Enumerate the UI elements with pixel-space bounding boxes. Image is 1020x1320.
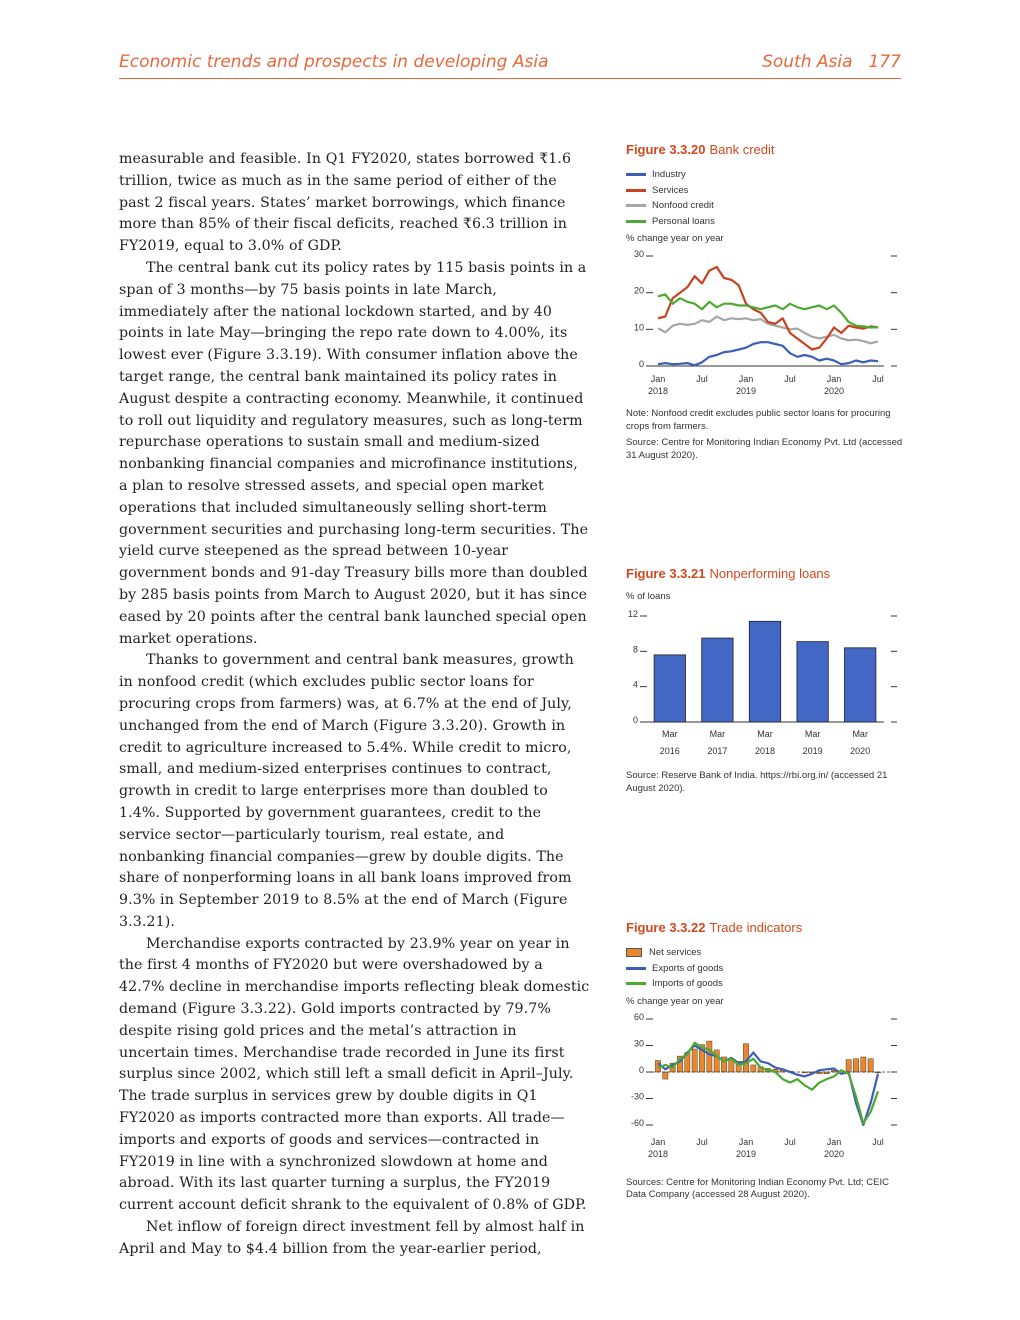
x-tick-label: Mar — [852, 729, 868, 739]
legend-item — [626, 214, 906, 230]
series-line-exports-of-goods — [658, 1045, 878, 1125]
x-tick-label: Jan — [650, 1136, 666, 1147]
bar-net-services — [861, 1056, 866, 1071]
bar-net-services — [868, 1058, 873, 1071]
chart-legend — [626, 945, 906, 992]
figure-title — [626, 920, 906, 935]
x-tick-year: 2017 — [707, 746, 728, 756]
legend-swatch — [626, 204, 646, 207]
bar-net-services — [846, 1059, 851, 1071]
legend-swatch — [626, 220, 646, 223]
y-tick-label: 12 — [627, 609, 638, 619]
legend-swatch — [626, 189, 646, 192]
legend-item — [626, 961, 906, 977]
x-tick-year: 2020 — [823, 1148, 845, 1159]
legend-item — [626, 945, 906, 961]
legend-item — [626, 167, 906, 183]
bar-net-services — [692, 1049, 697, 1072]
body-text — [119, 149, 591, 1261]
bank-credit-chart — [626, 246, 906, 406]
running-header — [119, 52, 901, 79]
y-tick-label: 8 — [632, 644, 638, 655]
x-tick-label: Jan — [738, 1136, 754, 1147]
legend-swatch — [626, 967, 646, 970]
x-tick-label: Jul — [872, 1136, 884, 1147]
x-tick-year: 2018 — [647, 1148, 669, 1159]
bar-mar-2019 — [797, 642, 828, 722]
bar-mar-2020 — [844, 648, 875, 722]
figure-source: Source: Centre for Monitoring Indian Economy Pvt. Ltd (accessed 31 August 2020). — [626, 437, 903, 461]
x-tick-year: 2020 — [850, 746, 871, 756]
chart-legend — [626, 167, 906, 229]
bar-net-services — [853, 1058, 858, 1071]
legend-label: Exports of goods — [652, 962, 724, 974]
x-tick-label: Mar — [804, 729, 821, 739]
y-tick-label: 0 — [638, 359, 644, 369]
y-tick-label: 4 — [632, 679, 638, 690]
legend-item — [626, 976, 906, 992]
legend-item — [626, 183, 906, 199]
legend-swatch — [626, 173, 646, 176]
bar-net-services — [707, 1041, 712, 1072]
y-axis-title: % change year on year — [626, 233, 724, 244]
bar-net-services — [663, 1072, 668, 1079]
figure-number: Figure 3.3.20 — [626, 142, 706, 157]
figure-bank-credit — [626, 142, 906, 462]
figure-caption: Trade indicators — [709, 920, 803, 935]
x-tick-year: 2019 — [735, 1148, 757, 1159]
x-tick-year: 2018 — [754, 746, 776, 756]
figure-title — [626, 566, 906, 581]
figure-number: Figure 3.3.21 — [626, 566, 706, 581]
legend-swatch — [626, 948, 642, 957]
bar-mar-2017 — [702, 638, 733, 722]
x-tick-label: Mar — [662, 729, 678, 739]
legend-label: Imports of goods — [652, 978, 723, 990]
y-tick-label: 20 — [633, 285, 644, 296]
header-right — [746, 52, 901, 72]
legend-label: Services — [652, 184, 689, 196]
figure-source: Source: Reserve Bank of India. https://rbi.org.in/ (accessed 21 August 2020). — [626, 770, 888, 794]
x-tick-label: Jan — [650, 374, 666, 384]
x-tick-year: 2019 — [802, 746, 823, 756]
y-tick-label: -60 — [630, 1117, 644, 1128]
trade-chart — [626, 1009, 906, 1171]
paragraph: The central bank cut its policy rates by 115 basis points in a span of 3 months—by 75 basis points in late March, immediately after the national lockdown started, and by 40 points in late May—bringing the repo rate down to 4.00%, its lowest ever (Figure 3.3.19). With consumer inflation above the target range, the central bank maintained its policy rates in August despite a contracting economy. Meanwhile, it continued to roll out liquidity and regulatory measures, such as long-term repurchase operations to sustain small and medium-sized nonbanking financial companies and microfinance institutions, a plan to resolve stressed assets, and special open market operations that included simultaneously selling short-term government securities and purchasing long-term securities. The yield curve steepened as the spread between 10-year government bonds and 91-day Treasury bills more than doubled by 285 basis points from March to August 2020, but it has since eased by 20 points after the central bank launched special open market operations. — [119, 259, 589, 647]
legend-label: Industry — [652, 169, 686, 181]
x-tick-label: Jul — [696, 374, 708, 384]
x-tick-year: 2016 — [659, 746, 680, 756]
figure-title — [626, 142, 906, 157]
header-book-title: Economic trends and prospects in developing Asia — [119, 52, 549, 72]
x-tick-label: Jul — [872, 374, 884, 384]
figure-nonperforming-loans — [626, 566, 906, 795]
x-tick-label: Jan — [826, 374, 842, 384]
npl-chart — [626, 604, 906, 764]
series-line-imports-of-goods — [658, 1042, 878, 1122]
y-tick-label: 30 — [633, 1038, 644, 1048]
x-tick-label: Jul — [696, 1136, 708, 1147]
paragraph: Merchandise exports contracted by 23.9% year on year in the first 4 months of FY2020 but were overshadowed by a 42.7% decline in merchandise imports reflecting bleak domestic demand (Figure 3.3.22). Gold imports contracted by 79.7% despite rising gold prices and the metal’s attraction in uncertain times. Merchandise trade recorded in June its first surplus since 2002, which still left a small deficit in April–July. The trade surplus in services grew by double digits in Q1 FY2020 as imports contracted more than exports. All trade—imports and exports of goods and services—contracted in FY2019 in line with a synchronized slowdown at home and abroad. With its last quarter turning a surplus, the FY2019 current account deficit shrank to the equivalent of 0.8% of GDP. — [119, 935, 590, 1214]
header-section: South Asia — [762, 52, 853, 72]
x-tick-year: 2018 — [647, 386, 669, 396]
y-tick-label: -30 — [630, 1091, 644, 1101]
figure-number: Figure 3.3.22 — [626, 920, 706, 935]
figure-source: Sources: Centre for Monitoring Indian Economy Pvt. Ltd; CEIC Data Company (accessed 28 August 2020). — [626, 1176, 889, 1200]
figure-caption: Nonperforming loans — [709, 566, 831, 581]
paragraph: measurable and feasible. In Q1 FY2020, states borrowed ₹1.6 trillion, twice as much as in the same period of either of the past 2 fiscal years. States’ market borrowings, which finance more than 85% of their fiscal deficits, reached ₹6.3 trillion in FY2019, equal to 3.0% of GDP. — [119, 151, 572, 255]
x-tick-year: 2020 — [823, 386, 845, 396]
y-tick-label: 0 — [638, 1064, 644, 1075]
y-tick-label: 0 — [632, 715, 638, 725]
figure-trade-indicators — [626, 920, 906, 1202]
x-tick-year: 2019 — [735, 386, 757, 396]
y-axis-title: % of loans — [626, 591, 671, 602]
x-tick-label: Jan — [738, 374, 754, 384]
figure-caption: Bank credit — [709, 142, 775, 157]
series-line-industry — [658, 342, 878, 365]
x-tick-label: Jan — [826, 1136, 842, 1147]
legend-swatch — [626, 982, 646, 985]
x-tick-label: Jul — [784, 1136, 796, 1147]
legend-label: Nonfood credit — [652, 200, 714, 212]
figure-note: Note: Nonfood credit excludes public sector loans for procuring crops from farmers. — [626, 408, 891, 432]
y-axis-title: % change year on year — [626, 995, 724, 1007]
legend-label: Net services — [649, 947, 702, 959]
bar-mar-2018 — [749, 621, 780, 722]
paragraph: Net inflow of foreign direct investment fell by almost half in April and May to $4.4 billion from the year-earlier period, — [119, 1219, 585, 1257]
x-tick-label: Jul — [784, 374, 796, 384]
y-tick-label: 60 — [633, 1011, 644, 1022]
y-tick-label: 30 — [633, 249, 644, 259]
legend-label: Personal loans — [652, 215, 715, 227]
bar-mar-2016 — [654, 655, 685, 722]
x-tick-label: Mar — [709, 729, 726, 739]
bar-net-services — [751, 1064, 756, 1071]
legend-item — [626, 198, 906, 214]
y-tick-label: 10 — [633, 322, 644, 333]
page-number: 177 — [868, 52, 901, 72]
paragraph: Thanks to government and central bank measures, growth in nonfood credit (which excludes public sector loans for procuring crops from farmers) was, at 6.7% at the end of July, unchanged from the end of March (Figure 3.3.20). Growth in credit to agriculture increased to 5.4%. While credit to micro, small, and medium-sized enterprises continues to contract, growth in credit to large enterprises more than doubled to 1.4%. Supported by government guarantees, credit to the service sector—particularly tourism, real estate, and nonbanking financial companies—grew by double digits. The share of nonperforming loans in all bank loans improved from 9.3% in September 2019 to 8.5% at the end of March (Figure 3.3.21). — [119, 652, 574, 930]
x-tick-label: Mar — [757, 729, 773, 739]
